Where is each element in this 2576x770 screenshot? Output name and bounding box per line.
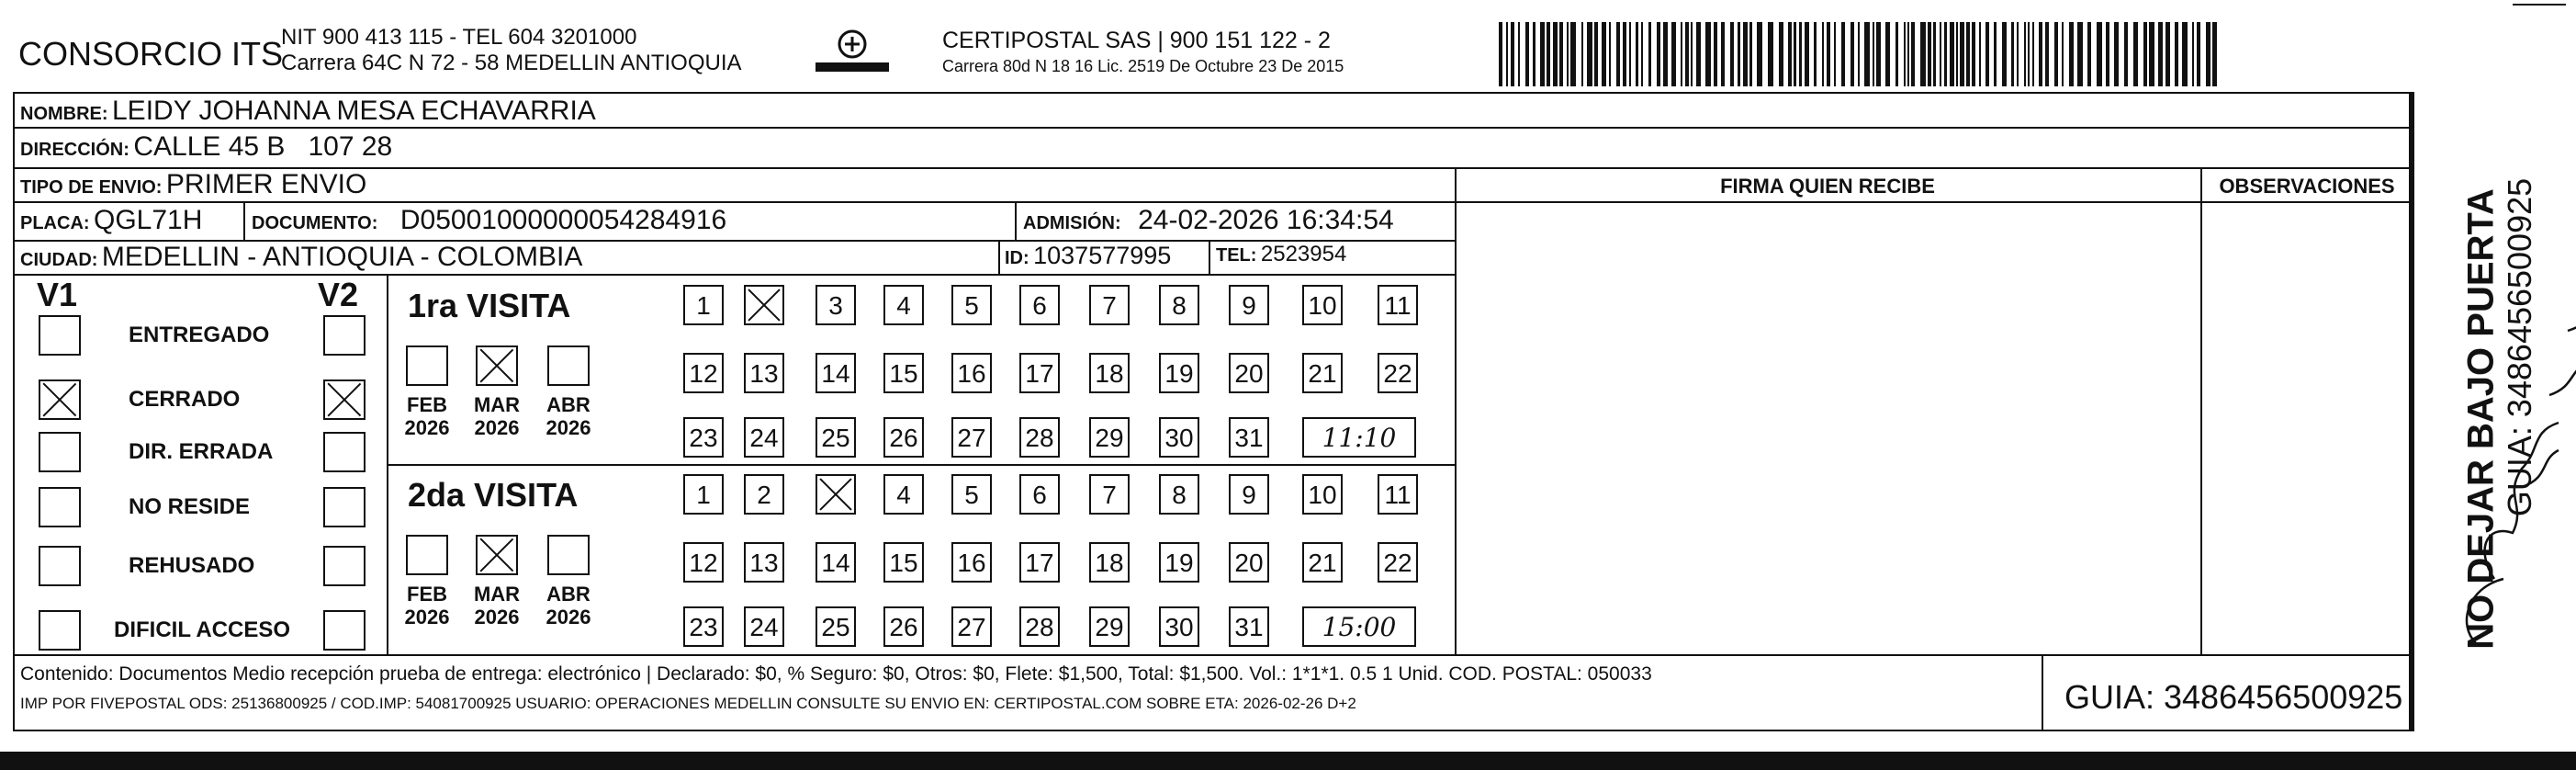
first-visit-day-box[interactable]: 11: [1378, 285, 1418, 325]
status-label: DIFICIL ACCESO: [114, 617, 291, 642]
second-visit-day-box[interactable]: 8: [1159, 474, 1199, 515]
first-visit-month-checkbox[interactable]: [547, 345, 590, 386]
col-line: [2042, 654, 2043, 731]
v2-checkbox[interactable]: [323, 432, 366, 472]
firma-header: FIRMA QUIEN RECIBE: [1720, 175, 1935, 198]
barcode-bar: [1714, 22, 1717, 86]
v2-checkbox[interactable]: [323, 610, 366, 651]
first-visit-day-box[interactable]: 10: [1302, 285, 1343, 325]
month-name: ABR: [546, 583, 591, 606]
col-line: [998, 240, 1000, 274]
barcode-bar: [2011, 22, 2014, 86]
first-visit-day-box[interactable]: 19: [1159, 353, 1199, 393]
first-visit-day-box[interactable]: 31: [1229, 417, 1269, 458]
first-visit-month-label: [536, 393, 601, 439]
first-visit-day-box[interactable]: 14: [816, 353, 856, 393]
first-visit-day-box[interactable]: 23: [683, 417, 724, 458]
tel-value: 2523954: [1260, 242, 1347, 266]
second-visit-day-box[interactable]: 14: [816, 542, 856, 583]
barcode-bar: [1657, 22, 1660, 86]
month-name: FEB: [407, 583, 447, 606]
v1-checkbox[interactable]: [39, 432, 81, 472]
barcode-bar: [2017, 22, 2019, 86]
barcode-bar: [1972, 22, 1975, 86]
barcode-bar: [2182, 22, 2188, 86]
barcode-bar: [1533, 22, 1535, 86]
second-visit-month-label: [536, 583, 601, 628]
barcode-bar: [2054, 22, 2058, 86]
month-year: 2026: [404, 606, 450, 628]
first-visit-day-box[interactable]: 30: [1159, 417, 1199, 458]
tipo-label: TIPO DE ENVIO:: [20, 177, 163, 198]
direccion-row: [20, 131, 392, 163]
first-visit-day-box[interactable]: 25: [816, 417, 856, 458]
admision-cell: [1023, 205, 1394, 236]
barcode-bar: [1979, 22, 1981, 86]
barcode-bar: [1518, 22, 1520, 86]
ciudad-cell: [20, 242, 582, 273]
barcode-bar: [2045, 22, 2049, 86]
second-visit-day-box[interactable]: 4: [883, 474, 924, 515]
company-address: Carrera 64C N 72 - 58 MEDELLIN ANTIOQUIA: [281, 51, 742, 75]
second-visit-day-box[interactable]: 15: [883, 542, 924, 583]
first-visit-month-label: [465, 393, 529, 439]
v2-checkbox[interactable]: [323, 315, 366, 356]
barcode-bar: [2097, 22, 2102, 86]
certipostal-logo: [808, 28, 896, 79]
first-visit-day-box[interactable]: 4: [883, 285, 924, 325]
second-visit-day-box[interactable]: 20: [1229, 542, 1269, 583]
first-visit-day-box[interactable]: 28: [1019, 417, 1060, 458]
second-visit-day-box[interactable]: 2: [744, 474, 784, 515]
placa-cell: [20, 205, 202, 236]
barcode-bar: [1994, 22, 1997, 86]
month-name: MAR: [473, 583, 521, 606]
status-label: REHUSADO: [129, 553, 255, 578]
footer-contenido: Contenido: Documentos Medio recepción prueba de entrega: electrónico | Declarado: $0, % Seguro: $0, Otros: $0, Flete: $1,500, Total: $1,500. Vol.: 1*1*1. 0.5 1 Unid. COD. POSTAL: 050033: [20, 663, 1652, 685]
barcode-bar: [1594, 22, 1598, 86]
barcode-bar: [1691, 22, 1693, 86]
barcode-bar: [2149, 22, 2154, 86]
barcode-bar: [1525, 22, 1529, 86]
first-visit-day-box[interactable]: 3: [816, 285, 856, 325]
second-visit-day-box[interactable]: [816, 474, 856, 515]
ciudad-label: CIUDAD:: [20, 250, 98, 270]
status-label: ENTREGADO: [129, 323, 270, 347]
carrier-name: CERTIPOSTAL SAS | 900 151 122 - 2: [942, 28, 1331, 53]
barcode-bar: [1721, 22, 1725, 86]
barcode-bar: [2062, 22, 2064, 86]
row-line: [13, 654, 2413, 656]
v1-checkbox[interactable]: [39, 487, 81, 527]
second-visit-time-box[interactable]: 15:00: [1302, 606, 1416, 647]
tel-cell: [1216, 242, 1346, 267]
barcode-bar: [1895, 22, 1898, 86]
second-visit-day-box[interactable]: 29: [1089, 606, 1130, 647]
row-line: [13, 201, 2413, 203]
barcode-bar: [1827, 22, 1830, 86]
footer-imp: IMP POR FIVEPOSTAL ODS: 25136800925 / COD.IMP: 54081700925 USUARIO: OPERACIONES MEDELLIN CONSULTE SU ENVIO EN: CERTIPOSTAL.COM SOBRE ETA: 2026-02-26 D+2: [20, 695, 1356, 712]
barcode-bar: [1858, 22, 1860, 86]
row-line: [13, 274, 1455, 276]
barcode-bar: [1885, 22, 1890, 86]
barcode-bar: [1920, 22, 1926, 86]
barcode-bar: [1696, 22, 1701, 86]
documento-cell: [252, 205, 726, 236]
documento-label: DOCUMENTO:: [252, 213, 378, 233]
barcode-bar: [1944, 22, 1947, 86]
barcode-bar: [1738, 22, 1740, 86]
tipo-row: [20, 169, 366, 200]
v1-checkbox[interactable]: [39, 546, 81, 586]
company-nit: NIT 900 413 115 - TEL 604 3201000: [281, 25, 637, 50]
status-label: CERRADO: [129, 387, 241, 412]
first-visit-day-box[interactable]: 21: [1302, 353, 1343, 393]
second-visit-day-box[interactable]: 16: [951, 542, 992, 583]
barcode-bar: [1950, 22, 1954, 86]
barcode-bar: [1805, 22, 1809, 86]
documento-value: D05001000000054284916: [399, 205, 727, 235]
first-visit-month-checkbox[interactable]: [406, 345, 448, 386]
barcode-bar: [1705, 22, 1711, 86]
month-year: 2026: [546, 416, 591, 439]
carrier-address: Carrera 80d N 18 16 Lic. 2519 De Octubre 23 De 2015: [942, 57, 1344, 75]
barcode-bar: [1663, 22, 1668, 86]
first-visit-day-box[interactable]: 7: [1089, 285, 1130, 325]
first-visit-day-box[interactable]: 15: [883, 353, 924, 393]
barcode-bar: [1602, 22, 1606, 86]
barcode-bar: [1743, 22, 1748, 86]
barcode-bar: [1904, 22, 1906, 86]
v1-checkbox[interactable]: [39, 610, 81, 651]
barcode-bar: [1636, 22, 1638, 86]
first-visit-day-box[interactable]: 17: [1019, 353, 1060, 393]
barcode: [1499, 22, 2224, 86]
col-line: [243, 201, 245, 240]
barcode-bar: [2106, 22, 2109, 86]
month-name: ABR: [546, 393, 591, 416]
barcode-bar: [1749, 22, 1752, 86]
observaciones-header: OBSERVACIONES: [2219, 175, 2395, 198]
barcode-bar: [2165, 22, 2170, 86]
row-line: [13, 167, 2413, 169]
barcode-bar: [1547, 22, 1550, 86]
barcode-bar: [1567, 22, 1569, 86]
second-visit-day-box[interactable]: 17: [1019, 542, 1060, 583]
barcode-bar: [1794, 22, 1796, 86]
barcode-bar: [1928, 22, 1931, 86]
first-visit-day-box[interactable]: 16: [951, 353, 992, 393]
barcode-bar: [1570, 22, 1576, 86]
month-year: 2026: [474, 606, 520, 628]
second-visit-day-box[interactable]: 28: [1019, 606, 1060, 647]
barcode-bar: [1768, 22, 1773, 86]
first-visit-day-box[interactable]: 26: [883, 417, 924, 458]
barcode-bar: [1799, 22, 1802, 86]
second-visit-day-box[interactable]: 18: [1089, 542, 1130, 583]
first-visit-day-box[interactable]: 12: [683, 353, 724, 393]
barcode-bar: [1623, 22, 1626, 86]
barcode-bar: [1873, 22, 1874, 86]
barcode-bar: [1985, 22, 1989, 86]
placa-value: QGL71H: [94, 205, 203, 235]
second-visit-day-box[interactable]: 6: [1019, 474, 1060, 515]
second-visit-month-checkbox[interactable]: [476, 535, 518, 575]
barcode-bar: [1581, 22, 1583, 86]
barcode-bar: [1559, 22, 1563, 86]
second-visit-day-box[interactable]: 21: [1302, 542, 1343, 583]
first-visit-day-box[interactable]: 24: [744, 417, 784, 458]
col-line: [1209, 240, 1210, 274]
barcode-bar: [1966, 22, 1970, 86]
barcode-bar: [2028, 22, 2030, 86]
first-visit-day-box[interactable]: 1: [683, 285, 724, 325]
barcode-bar: [1822, 22, 1824, 86]
first-visit-day-box[interactable]: 5: [951, 285, 992, 325]
barcode-bar: [1779, 22, 1783, 86]
first-visit-day-box[interactable]: 8: [1159, 285, 1199, 325]
barcode-bar: [2077, 22, 2083, 86]
barcode-bar: [1616, 22, 1620, 86]
second-visit-month-label: [465, 583, 529, 628]
barcode-bar: [2069, 22, 2074, 86]
nombre-row: [20, 96, 596, 127]
month-year: 2026: [404, 416, 450, 439]
barcode-bar: [1911, 22, 1915, 86]
footer-guia: GUIA: 3486456500925: [2064, 678, 2403, 716]
barcode-bar: [1587, 22, 1592, 86]
direccion-value: CALLE 45 B 107 28: [133, 131, 393, 162]
v2-checkbox[interactable]: [323, 546, 366, 586]
col-line: [1455, 167, 1457, 654]
barcode-bar: [2192, 22, 2194, 86]
month-year: 2026: [474, 416, 520, 439]
second-visit-day-box[interactable]: 30: [1159, 606, 1199, 647]
placa-label: PLACA:: [20, 213, 90, 233]
barcode-bar: [2197, 22, 2200, 86]
id-value: 1037577995: [1033, 242, 1172, 269]
month-name: FEB: [407, 393, 447, 416]
second-visit-day-box[interactable]: 24: [744, 606, 784, 647]
first-visit-day-box[interactable]: 29: [1089, 417, 1130, 458]
v2-checkbox[interactable]: [323, 379, 366, 420]
barcode-bar: [1960, 22, 1964, 86]
barcode-bar: [2002, 22, 2007, 86]
second-visit-day-box[interactable]: 25: [816, 606, 856, 647]
second-visit-title: 2da VISITA: [408, 476, 579, 514]
nombre-value: LEIDY JOHANNA MESA ECHAVARRIA: [112, 96, 596, 126]
company-name: CONSORCIO ITS: [18, 35, 284, 73]
barcode-bar: [1629, 22, 1631, 86]
top-corner-line: [2513, 4, 2566, 6]
barcode-bar: [1671, 22, 1676, 86]
barcode-bar: [1814, 22, 1817, 86]
v2-checkbox[interactable]: [323, 487, 366, 527]
side-guia: GUIA: 3486456500925: [2501, 177, 2538, 517]
second-visit-day-box[interactable]: 7: [1089, 474, 1130, 515]
direccion-label: DIRECCIÓN:: [20, 140, 129, 160]
second-visit-day-box[interactable]: 26: [883, 606, 924, 647]
admision-label: ADMISIÓN:: [1023, 213, 1121, 233]
barcode-bar: [2124, 22, 2128, 86]
second-visit-day-box[interactable]: 23: [683, 606, 724, 647]
barcode-bar: [2212, 22, 2217, 86]
barcode-bar: [2143, 22, 2147, 86]
status-label: NO RESIDE: [129, 494, 251, 519]
barcode-bar: [1506, 22, 1508, 86]
barcode-bar: [2158, 22, 2163, 86]
side-warning: NO DEJAR BAJO PUERTA: [2460, 188, 2502, 650]
barcode-bar: [1850, 22, 1854, 86]
barcode-bar: [2114, 22, 2119, 86]
admision-value: 24-02-2026 16:34:54: [1138, 205, 1394, 235]
id-label: ID:: [1005, 248, 1029, 268]
barcode-bar: [1933, 22, 1936, 86]
v1-label: V1: [37, 276, 78, 313]
barcode-bar: [1864, 22, 1870, 86]
second-visit-day-box[interactable]: 13: [744, 542, 784, 583]
barcode-bar: [1511, 22, 1514, 86]
second-visit-day-box[interactable]: 27: [951, 606, 992, 647]
second-visit-day-box[interactable]: 31: [1229, 606, 1269, 647]
col-line: [1015, 201, 1017, 240]
barcode-bar: [2039, 22, 2042, 86]
barcode-bar: [1681, 22, 1682, 86]
first-visit-time-box[interactable]: 11:10: [1302, 417, 1416, 458]
barcode-bar: [2024, 22, 2026, 86]
tipo-value: PRIMER ENVIO: [165, 169, 367, 199]
barcode-bar: [1499, 22, 1502, 86]
first-visit-day-box[interactable]: 22: [1378, 353, 1418, 393]
second-visit-day-box[interactable]: 11: [1378, 474, 1418, 515]
first-visit-title: 1ra VISITA: [408, 287, 571, 324]
barcode-bar: [1907, 22, 1909, 86]
barcode-bar: [2032, 22, 2034, 86]
tel-label: TEL:: [1216, 245, 1257, 266]
barcode-bar: [1841, 22, 1845, 86]
first-visit-day-box[interactable]: 18: [1089, 353, 1130, 393]
v1-checkbox[interactable]: [39, 379, 81, 420]
first-visit-day-box[interactable]: 13: [744, 353, 784, 393]
second-visit-day-box[interactable]: 9: [1229, 474, 1269, 515]
second-visit-day-box[interactable]: 10: [1302, 474, 1343, 515]
second-visit-day-box[interactable]: 12: [683, 542, 724, 583]
barcode-bar: [1940, 22, 1941, 86]
second-visit-day-box[interactable]: 22: [1378, 542, 1418, 583]
second-visit-day-box[interactable]: 19: [1159, 542, 1199, 583]
first-visit-month-label: [395, 393, 459, 439]
month-name: MAR: [473, 393, 521, 416]
second-visit-month-label: [395, 583, 459, 628]
first-visit-day-box[interactable]: 9: [1229, 285, 1269, 325]
barcode-bar: [1757, 22, 1762, 86]
barcode-bar: [2206, 22, 2210, 86]
barcode-bar: [1730, 22, 1734, 86]
month-year: 2026: [546, 606, 591, 628]
v1-checkbox[interactable]: [39, 315, 81, 356]
status-label: DIR. ERRADA: [129, 439, 274, 464]
first-visit-day-box[interactable]: 20: [1229, 353, 1269, 393]
v2-label: V2: [318, 276, 359, 313]
nombre-label: NOMBRE:: [20, 104, 108, 124]
barcode-bar: [2175, 22, 2178, 86]
second-visit-month-checkbox[interactable]: [406, 535, 448, 575]
barcode-bar: [2133, 22, 2138, 86]
second-visit-month-checkbox[interactable]: [547, 535, 590, 575]
first-visit-day-box[interactable]: 6: [1019, 285, 1060, 325]
second-visit-day-box[interactable]: 1: [683, 474, 724, 515]
first-visit-day-box[interactable]: [744, 285, 784, 325]
barcode-bar: [1609, 22, 1611, 86]
row-line: [13, 127, 2413, 129]
second-visit-day-box[interactable]: 5: [951, 474, 992, 515]
barcode-bar: [1553, 22, 1558, 86]
bottom-edge-bar: [0, 752, 2576, 770]
visit-divider: [387, 464, 1455, 466]
barcode-bar: [1648, 22, 1651, 86]
first-visit-month-checkbox[interactable]: [476, 345, 518, 386]
barcode-bar: [1685, 22, 1689, 86]
first-visit-day-box[interactable]: 27: [951, 417, 992, 458]
col-line: [2200, 167, 2202, 654]
barcode-bar: [1641, 22, 1643, 86]
id-cell: [1005, 242, 1171, 270]
barcode-bar: [1540, 22, 1545, 86]
barcode-bar: [1834, 22, 1836, 86]
ciudad-value: MEDELLIN - ANTIOQUIA - COLOMBIA: [101, 242, 583, 272]
barcode-bar: [2087, 22, 2091, 86]
barcode-bar: [1876, 22, 1881, 86]
barcode-bar: [1956, 22, 1958, 86]
barcode-bar: [1788, 22, 1792, 86]
